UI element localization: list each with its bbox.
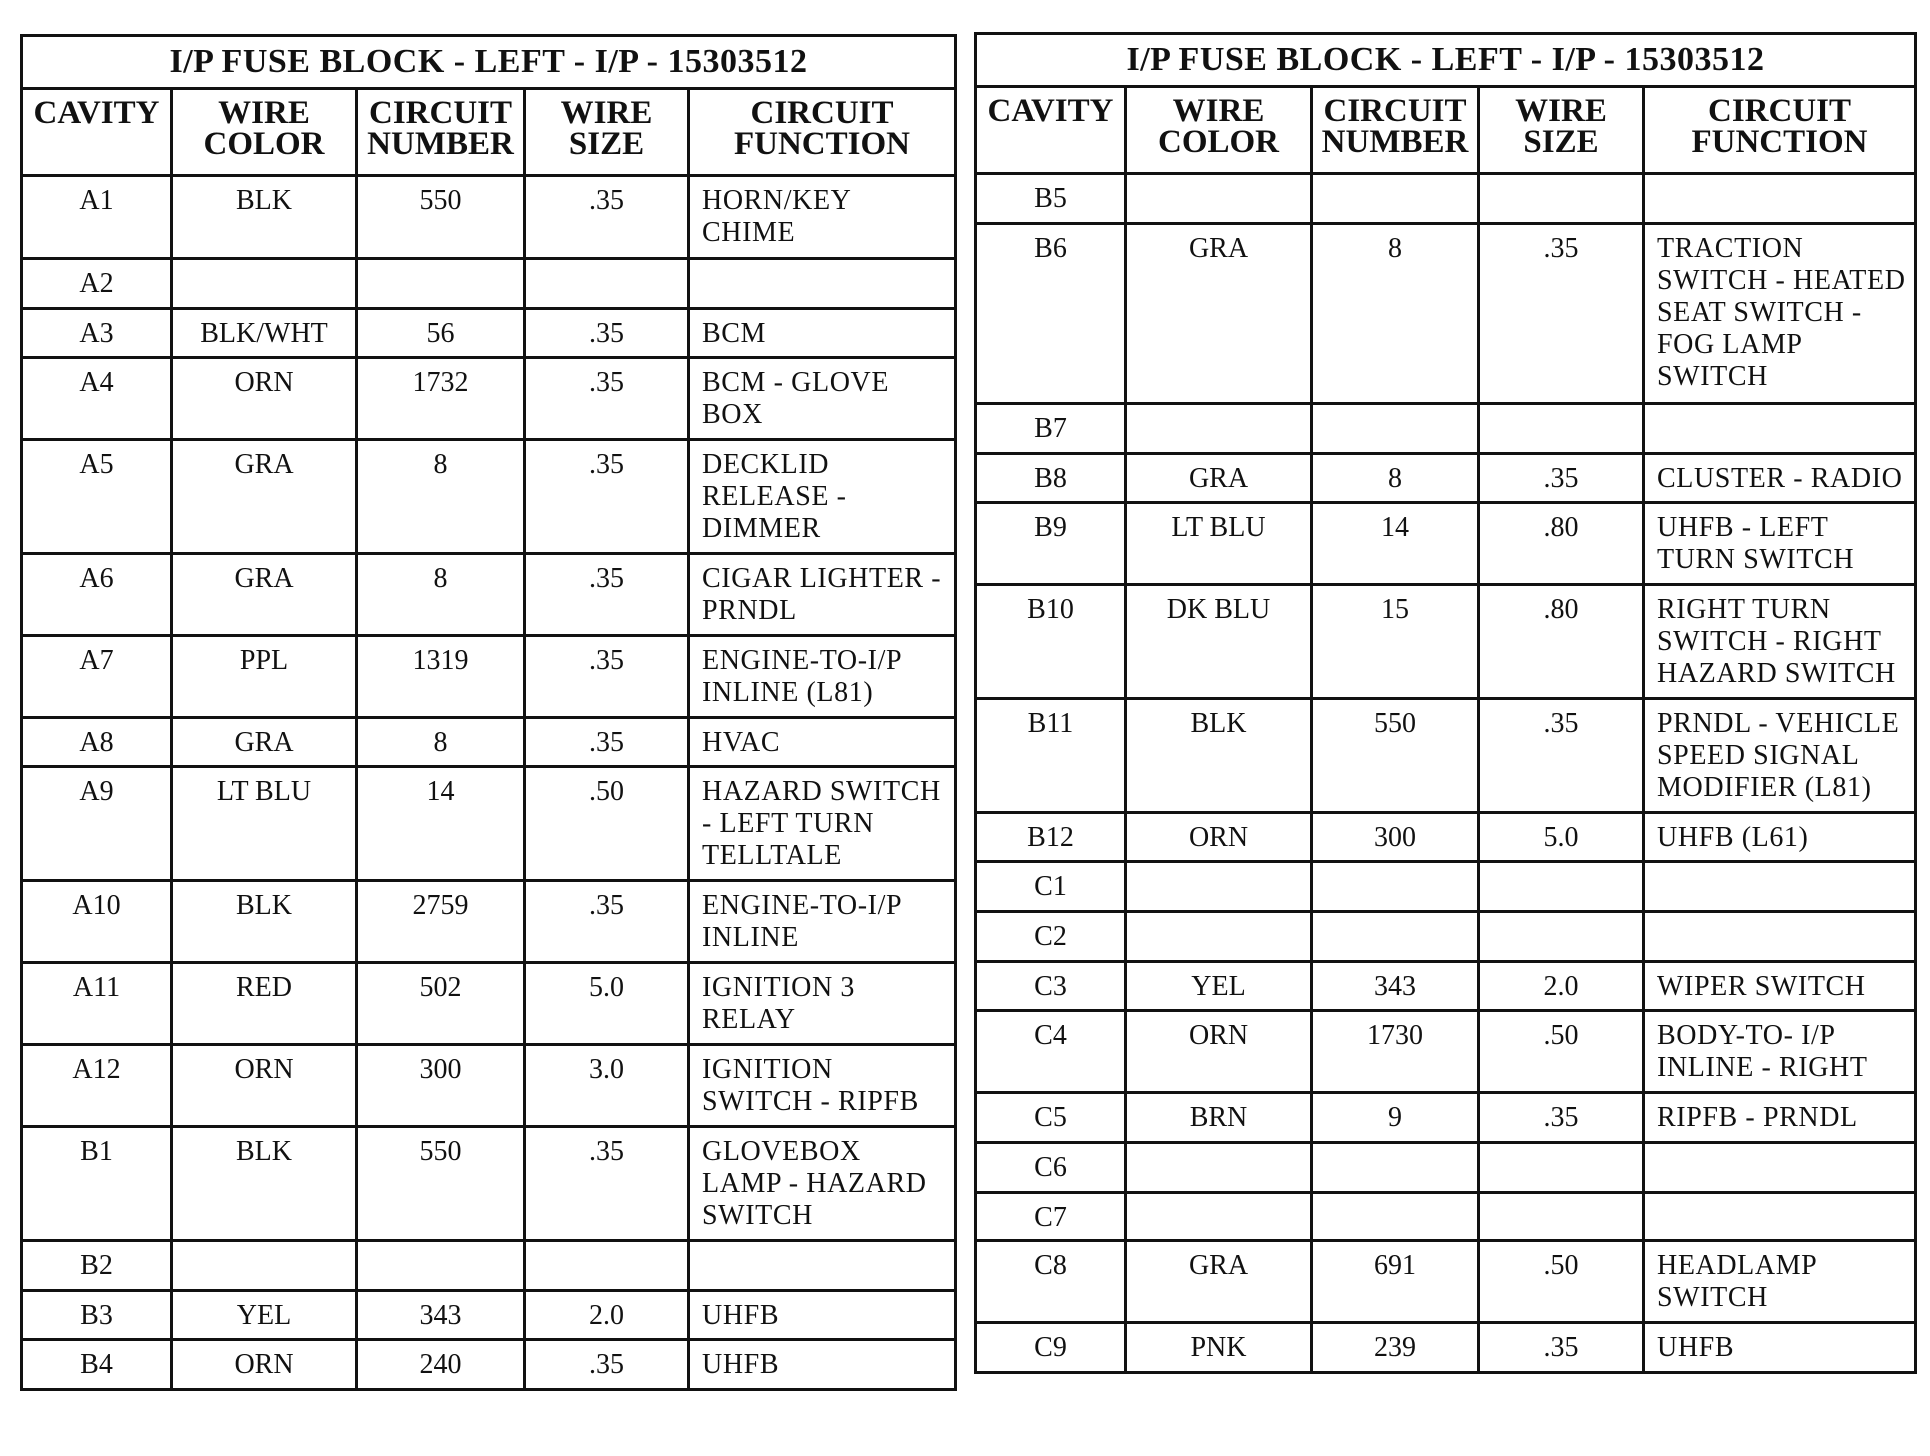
cell-cavity: C1 (976, 862, 1126, 912)
cell-circuit-function: IGNITION SWITCH - RIPFB (689, 1045, 956, 1127)
cell-circuit-number (1312, 912, 1479, 962)
cell-circuit-number: 550 (1312, 699, 1479, 813)
cell-wire-color (172, 1241, 357, 1291)
cell-circuit-function: IGNITION 3 RELAY (689, 963, 956, 1045)
header-circuit-number: CIRCUIT NUMBER (357, 89, 525, 176)
cell-wire-size: .35 (525, 881, 689, 963)
cell-cavity: A8 (22, 718, 172, 767)
table-row (976, 585, 1916, 699)
cell-wire-size: 2.0 (525, 1291, 689, 1340)
cell-wire-size: .35 (1479, 224, 1644, 404)
table-body (976, 174, 1916, 1373)
cell-wire-size: .35 (1479, 1323, 1644, 1373)
table-row (976, 1143, 1916, 1193)
table-row (22, 963, 956, 1045)
cell-circuit-function: BODY-TO- I/P INLINE - RIGHT (1644, 1011, 1916, 1093)
cell-wire-color: BRN (1126, 1093, 1312, 1143)
cell-circuit-number: 8 (1312, 224, 1479, 404)
cell-circuit-function: ENGINE-TO-I/P INLINE (L81) (689, 636, 956, 718)
cell-circuit-function: RIGHT TURN SWITCH - RIGHT HAZARD SWITCH (1644, 585, 1916, 699)
cell-circuit-function: HAZARD SWITCH - LEFT TURN TELLTALE (689, 767, 956, 881)
table-row (22, 636, 956, 718)
header-wire-size: WIRE SIZE (525, 89, 689, 176)
cell-circuit-number: 15 (1312, 585, 1479, 699)
cell-circuit-number: 2759 (357, 881, 525, 963)
cell-circuit-number (1312, 1193, 1479, 1241)
cell-circuit-function (1644, 1193, 1916, 1241)
cell-circuit-function (1644, 862, 1916, 912)
cell-cavity: A1 (22, 176, 172, 259)
table-row (976, 174, 1916, 224)
table-title: I/P FUSE BLOCK - LEFT - I/P - 15303512 (976, 34, 1916, 87)
table-row (22, 440, 956, 554)
cell-wire-color: YEL (172, 1291, 357, 1340)
cell-cavity: A11 (22, 963, 172, 1045)
cell-cavity: A3 (22, 309, 172, 358)
cell-circuit-function: HEADLAMP SWITCH (1644, 1241, 1916, 1323)
table-row (976, 962, 1916, 1011)
cell-wire-size: 5.0 (1479, 813, 1644, 862)
table-row (22, 1340, 956, 1390)
cell-circuit-function: BCM (689, 309, 956, 358)
cell-cavity: C5 (976, 1093, 1126, 1143)
cell-circuit-number (1312, 862, 1479, 912)
cell-wire-color (1126, 912, 1312, 962)
cell-wire-size: .35 (525, 718, 689, 767)
cell-wire-color: ORN (1126, 1011, 1312, 1093)
cell-cavity: C4 (976, 1011, 1126, 1093)
table-row (22, 881, 956, 963)
cell-circuit-function: TRACTION SWITCH - HEATED SEAT SWITCH - FOG LAMP SWITCH (1644, 224, 1916, 404)
cell-circuit-function: ENGINE-TO-I/P INLINE (689, 881, 956, 963)
table-row (22, 358, 956, 440)
table-row (976, 813, 1916, 862)
cell-circuit-number: 240 (357, 1340, 525, 1390)
cell-wire-color: GRA (172, 718, 357, 767)
cell-cavity: B12 (976, 813, 1126, 862)
cell-wire-color (1126, 404, 1312, 454)
cell-circuit-function (1644, 912, 1916, 962)
cell-cavity: B10 (976, 585, 1126, 699)
cell-wire-size: .80 (1479, 585, 1644, 699)
cell-wire-size (1479, 174, 1644, 224)
cell-wire-color (1126, 862, 1312, 912)
table-row (22, 1291, 956, 1340)
cell-wire-size: .35 (525, 358, 689, 440)
header-circuit-function: CIRCUIT FUNCTION (689, 89, 956, 176)
cell-circuit-function: CLUSTER - RADIO (1644, 454, 1916, 503)
header-circuit-function: CIRCUIT FUNCTION (1644, 87, 1916, 174)
cell-circuit-number: 8 (357, 440, 525, 554)
cell-wire-color: BLK (1126, 699, 1312, 813)
cell-circuit-number: 8 (357, 718, 525, 767)
cell-wire-size: .35 (525, 309, 689, 358)
cell-circuit-function: UHFB (689, 1340, 956, 1390)
cell-circuit-function (689, 1241, 956, 1291)
cell-circuit-function: HORN/KEY CHIME (689, 176, 956, 259)
fuse-block-table-left (20, 34, 957, 1391)
cell-circuit-number: 14 (357, 767, 525, 881)
cell-wire-color: ORN (172, 358, 357, 440)
header-cavity: CAVITY (22, 89, 172, 176)
cell-wire-size (1479, 1193, 1644, 1241)
cell-wire-size (525, 1241, 689, 1291)
header-wire-size: WIRE SIZE (1479, 87, 1644, 174)
cell-circuit-number (357, 259, 525, 309)
table-row (22, 1127, 956, 1241)
cell-circuit-number: 550 (357, 1127, 525, 1241)
cell-circuit-number: 239 (1312, 1323, 1479, 1373)
table-row (976, 224, 1916, 404)
header-circuit-number: CIRCUIT NUMBER (1312, 87, 1479, 174)
cell-wire-size: .35 (525, 1340, 689, 1390)
table-row (22, 718, 956, 767)
cell-wire-color: GRA (172, 554, 357, 636)
table-row (976, 862, 1916, 912)
cell-circuit-function (1644, 174, 1916, 224)
cell-wire-size (1479, 1143, 1644, 1193)
cell-wire-color: LT BLU (1126, 503, 1312, 585)
fuse-block-table-right (974, 32, 1917, 1374)
cell-wire-color: ORN (172, 1340, 357, 1390)
cell-circuit-function: GLOVEBOX LAMP - HAZARD SWITCH (689, 1127, 956, 1241)
cell-wire-size (525, 259, 689, 309)
cell-circuit-number: 343 (1312, 962, 1479, 1011)
cell-wire-color: GRA (1126, 1241, 1312, 1323)
cell-cavity: C9 (976, 1323, 1126, 1373)
table-row (976, 404, 1916, 454)
cell-wire-size: .35 (525, 1127, 689, 1241)
cell-circuit-function (689, 259, 956, 309)
cell-circuit-number: 691 (1312, 1241, 1479, 1323)
cell-circuit-number: 8 (357, 554, 525, 636)
cell-wire-color: GRA (172, 440, 357, 554)
table-row (22, 176, 956, 259)
cell-wire-size: 5.0 (525, 963, 689, 1045)
cell-circuit-number (1312, 174, 1479, 224)
cell-wire-color: DK BLU (1126, 585, 1312, 699)
cell-wire-color: BLK (172, 1127, 357, 1241)
cell-cavity: B1 (22, 1127, 172, 1241)
cell-circuit-function: CIGAR LIGHTER - PRNDL (689, 554, 956, 636)
cell-circuit-function (1644, 404, 1916, 454)
cell-cavity: B7 (976, 404, 1126, 454)
cell-cavity: B6 (976, 224, 1126, 404)
header-wire-color: WIRE COLOR (172, 89, 357, 176)
cell-wire-color: YEL (1126, 962, 1312, 1011)
cell-circuit-number: 300 (1312, 813, 1479, 862)
cell-wire-size: 3.0 (525, 1045, 689, 1127)
table-row (22, 309, 956, 358)
cell-circuit-number (357, 1241, 525, 1291)
cell-wire-color: ORN (172, 1045, 357, 1127)
cell-wire-size (1479, 862, 1644, 912)
cell-circuit-number: 550 (357, 176, 525, 259)
cell-cavity: A2 (22, 259, 172, 309)
cell-wire-size: .80 (1479, 503, 1644, 585)
cell-wire-size: .35 (525, 554, 689, 636)
cell-circuit-number: 8 (1312, 454, 1479, 503)
cell-circuit-function: DECKLID RELEASE - DIMMER (689, 440, 956, 554)
cell-cavity: A6 (22, 554, 172, 636)
cell-circuit-function: BCM - GLOVE BOX (689, 358, 956, 440)
table-row (976, 503, 1916, 585)
cell-cavity: B2 (22, 1241, 172, 1291)
cell-wire-size: .35 (1479, 1093, 1644, 1143)
table-row (976, 912, 1916, 962)
cell-wire-size (1479, 404, 1644, 454)
cell-cavity: C2 (976, 912, 1126, 962)
cell-circuit-number: 56 (357, 309, 525, 358)
table-row (22, 259, 956, 309)
cell-cavity: B8 (976, 454, 1126, 503)
cell-wire-color: ORN (1126, 813, 1312, 862)
cell-cavity: C7 (976, 1193, 1126, 1241)
cell-circuit-number: 502 (357, 963, 525, 1045)
table-row (976, 1193, 1916, 1241)
cell-wire-size (1479, 912, 1644, 962)
cell-circuit-number (1312, 404, 1479, 454)
cell-wire-size: .35 (1479, 699, 1644, 813)
table-row (976, 699, 1916, 813)
cell-wire-color (172, 259, 357, 309)
cell-circuit-function: WIPER SWITCH (1644, 962, 1916, 1011)
table-row (22, 1241, 956, 1291)
cell-wire-color (1126, 174, 1312, 224)
table-row (22, 767, 956, 881)
cell-cavity: A10 (22, 881, 172, 963)
table-row (976, 454, 1916, 503)
table-row (22, 554, 956, 636)
cell-wire-size: 2.0 (1479, 962, 1644, 1011)
cell-wire-color: GRA (1126, 224, 1312, 404)
cell-circuit-function (1644, 1143, 1916, 1193)
cell-wire-color (1126, 1143, 1312, 1193)
cell-cavity: B3 (22, 1291, 172, 1340)
table-row (976, 1093, 1916, 1143)
cell-circuit-number: 1319 (357, 636, 525, 718)
cell-wire-color: RED (172, 963, 357, 1045)
cell-wire-size: .35 (525, 636, 689, 718)
cell-cavity: A5 (22, 440, 172, 554)
cell-cavity: A12 (22, 1045, 172, 1127)
cell-cavity: A4 (22, 358, 172, 440)
cell-circuit-function: UHFB (1644, 1323, 1916, 1373)
cell-wire-color: GRA (1126, 454, 1312, 503)
cell-cavity: C6 (976, 1143, 1126, 1193)
cell-wire-color: BLK/WHT (172, 309, 357, 358)
cell-cavity: A9 (22, 767, 172, 881)
table-row (976, 1323, 1916, 1373)
cell-cavity: B9 (976, 503, 1126, 585)
cell-wire-size: .35 (1479, 454, 1644, 503)
cell-circuit-function: UHFB (689, 1291, 956, 1340)
cell-wire-color: PPL (172, 636, 357, 718)
cell-circuit-function: UHFB - LEFT TURN SWITCH (1644, 503, 1916, 585)
header-wire-color: WIRE COLOR (1126, 87, 1312, 174)
cell-wire-size: .35 (525, 440, 689, 554)
cell-circuit-number: 14 (1312, 503, 1479, 585)
cell-circuit-function: HVAC (689, 718, 956, 767)
cell-wire-color: BLK (172, 176, 357, 259)
cell-wire-color: LT BLU (172, 767, 357, 881)
table-row (976, 1011, 1916, 1093)
table-title: I/P FUSE BLOCK - LEFT - I/P - 15303512 (22, 36, 956, 89)
cell-cavity: C3 (976, 962, 1126, 1011)
cell-wire-size: .50 (1479, 1241, 1644, 1323)
cell-cavity: B4 (22, 1340, 172, 1390)
cell-circuit-function: UHFB (L61) (1644, 813, 1916, 862)
cell-circuit-number: 1732 (357, 358, 525, 440)
cell-wire-size: .50 (525, 767, 689, 881)
cell-cavity: B11 (976, 699, 1126, 813)
cell-cavity: B5 (976, 174, 1126, 224)
cell-circuit-number: 300 (357, 1045, 525, 1127)
table-body (22, 176, 956, 1390)
cell-wire-color: BLK (172, 881, 357, 963)
cell-circuit-number: 9 (1312, 1093, 1479, 1143)
cell-circuit-function: RIPFB - PRNDL (1644, 1093, 1916, 1143)
header-cavity: CAVITY (976, 87, 1126, 174)
cell-circuit-number (1312, 1143, 1479, 1193)
cell-wire-color: PNK (1126, 1323, 1312, 1373)
cell-circuit-number: 343 (357, 1291, 525, 1340)
cell-wire-size: .50 (1479, 1011, 1644, 1093)
cell-cavity: A7 (22, 636, 172, 718)
table-row (976, 1241, 1916, 1323)
table-row (22, 1045, 956, 1127)
cell-wire-size: .35 (525, 176, 689, 259)
cell-wire-color (1126, 1193, 1312, 1241)
cell-cavity: C8 (976, 1241, 1126, 1323)
cell-circuit-function: PRNDL - VEHICLE SPEED SIGNAL MODIFIER (L81) (1644, 699, 1916, 813)
cell-circuit-number: 1730 (1312, 1011, 1479, 1093)
